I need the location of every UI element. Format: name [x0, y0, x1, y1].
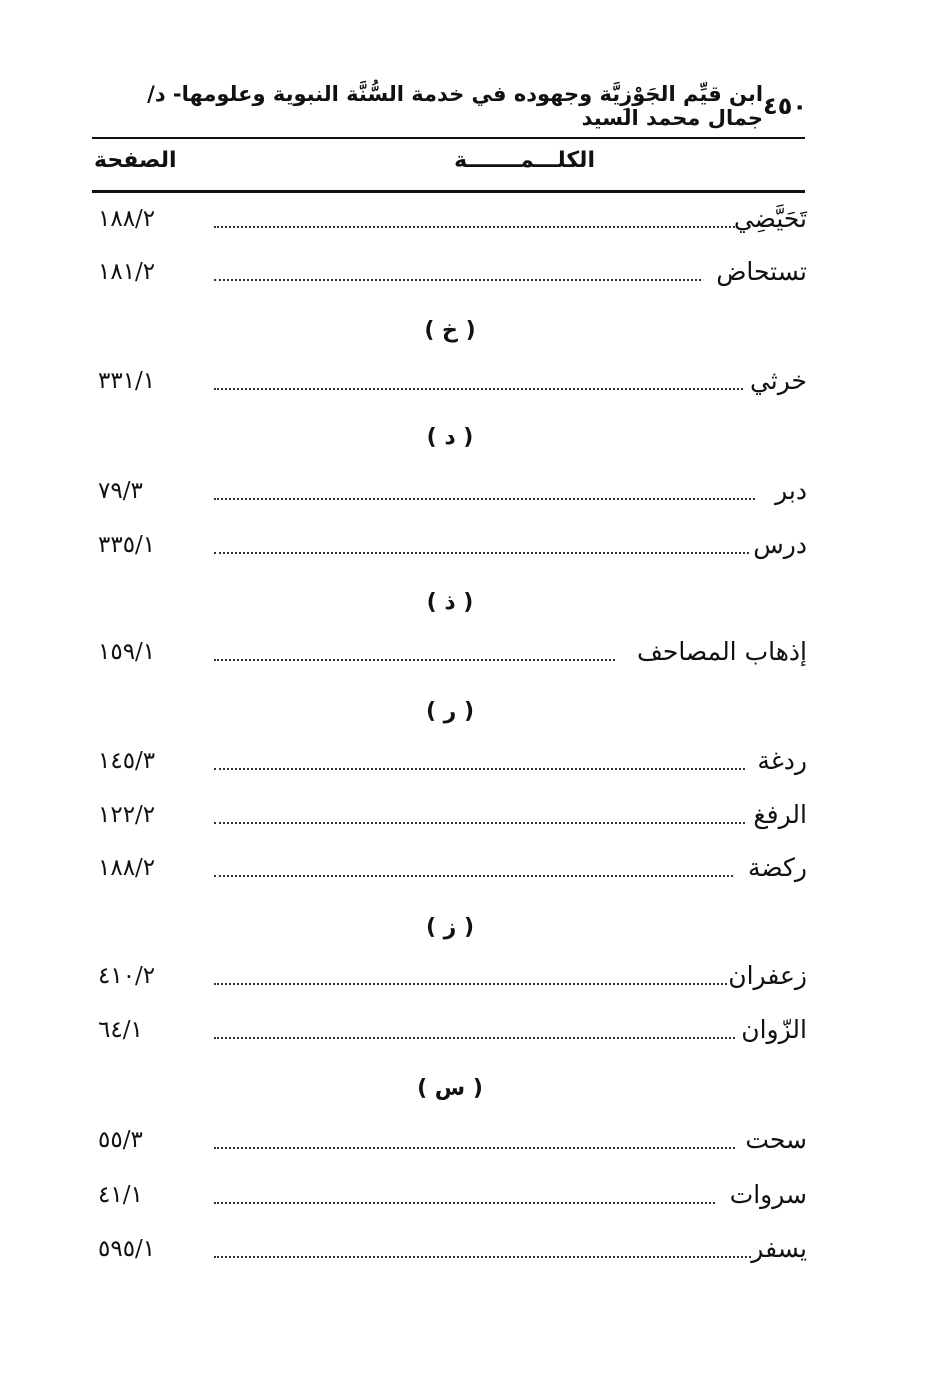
leader-dots — [214, 279, 701, 281]
letter-heading-zay: ( ز ) — [425, 915, 475, 940]
column-page-label: الصفحة — [94, 148, 177, 173]
letter-heading-sin: ( س ) — [417, 1076, 483, 1101]
index-entry — [92, 848, 807, 888]
index-entry — [92, 956, 807, 996]
entry-ref: ٦٤/١ — [98, 1017, 143, 1043]
header-rule — [92, 137, 805, 139]
leader-dots — [214, 1037, 735, 1039]
letter-heading-kha: ( خ ) — [424, 318, 476, 343]
index-entry — [92, 1120, 807, 1160]
letter-heading-dal: ( د ) — [426, 425, 474, 450]
leader-dots — [214, 388, 743, 390]
entry-word: ركضة — [747, 853, 807, 882]
index-entry — [92, 252, 807, 292]
leader-dots — [214, 822, 745, 824]
index-entry — [92, 1010, 807, 1050]
entry-ref: ١٥٩/١ — [98, 639, 156, 665]
entry-word: سروات — [729, 1180, 807, 1209]
entry-ref: ١٤٥/٣ — [98, 748, 156, 774]
entry-word: الرفغ — [753, 800, 807, 829]
entry-ref: ٣٣٥/١ — [98, 532, 156, 558]
entry-ref: ٧٩/٣ — [98, 478, 143, 504]
leader-dots — [214, 875, 733, 877]
entry-word: تستحاض — [716, 257, 807, 286]
entry-word: درس — [753, 530, 807, 559]
entry-word: ردغة — [757, 746, 807, 775]
leader-dots — [214, 498, 755, 500]
entry-ref: ١٨١/٢ — [98, 259, 156, 285]
entry-ref: ٤١٠/٢ — [98, 963, 156, 989]
leader-dots — [214, 1202, 715, 1204]
index-entry — [92, 632, 807, 672]
entry-ref: ٥٥/٣ — [98, 1127, 143, 1153]
entry-ref: ٤١/١ — [98, 1182, 143, 1208]
index-entry — [92, 795, 807, 835]
entry-word: زعفران — [728, 961, 807, 990]
leader-dots — [214, 226, 735, 228]
entry-ref: ١٨٨/٢ — [98, 206, 156, 232]
letter-heading-dhal: ( ذ ) — [426, 590, 474, 615]
entry-word: إذهاب المصاحف — [636, 637, 807, 666]
entry-word: يسفر — [751, 1234, 807, 1263]
leader-dots — [214, 1147, 735, 1149]
entry-ref: ١٨٨/٢ — [98, 855, 156, 881]
leader-dots — [214, 768, 745, 770]
entry-word: الزّوان — [741, 1015, 807, 1044]
leader-dots — [214, 552, 749, 554]
index-entry — [92, 361, 807, 401]
index-entry — [92, 1175, 807, 1215]
entry-word: سحت — [745, 1125, 807, 1154]
entry-ref: ٣٣١/١ — [98, 368, 156, 394]
index-entry — [92, 741, 807, 781]
column-header-rule — [92, 190, 805, 193]
page-number: ٤٥٠ — [763, 92, 807, 120]
index-entry — [92, 1229, 807, 1269]
column-header — [92, 144, 805, 184]
entry-word: تَحَيَّضِي — [733, 204, 807, 233]
index-entry — [92, 525, 807, 565]
letter-heading-ra: ( ر ) — [425, 699, 475, 724]
entry-ref: ١٢٢/٢ — [98, 802, 156, 828]
index-entry — [92, 471, 807, 511]
leader-dots — [214, 1256, 751, 1258]
entry-ref: ٥٩٥/١ — [98, 1236, 156, 1262]
index-entry — [92, 199, 807, 239]
column-word-label: الكلـــمـــــــة — [454, 148, 595, 173]
book-title: ابن قيِّم الجَوْزِيَّة وجهوده في خدمة السُّنَّة النبوية وعلومها- د/جمال محمد السيد — [147, 82, 764, 130]
entry-word: دبر — [775, 476, 807, 505]
entry-word: خرثي — [749, 366, 807, 395]
leader-dots — [214, 659, 615, 661]
leader-dots — [214, 983, 727, 985]
running-header — [92, 82, 807, 130]
